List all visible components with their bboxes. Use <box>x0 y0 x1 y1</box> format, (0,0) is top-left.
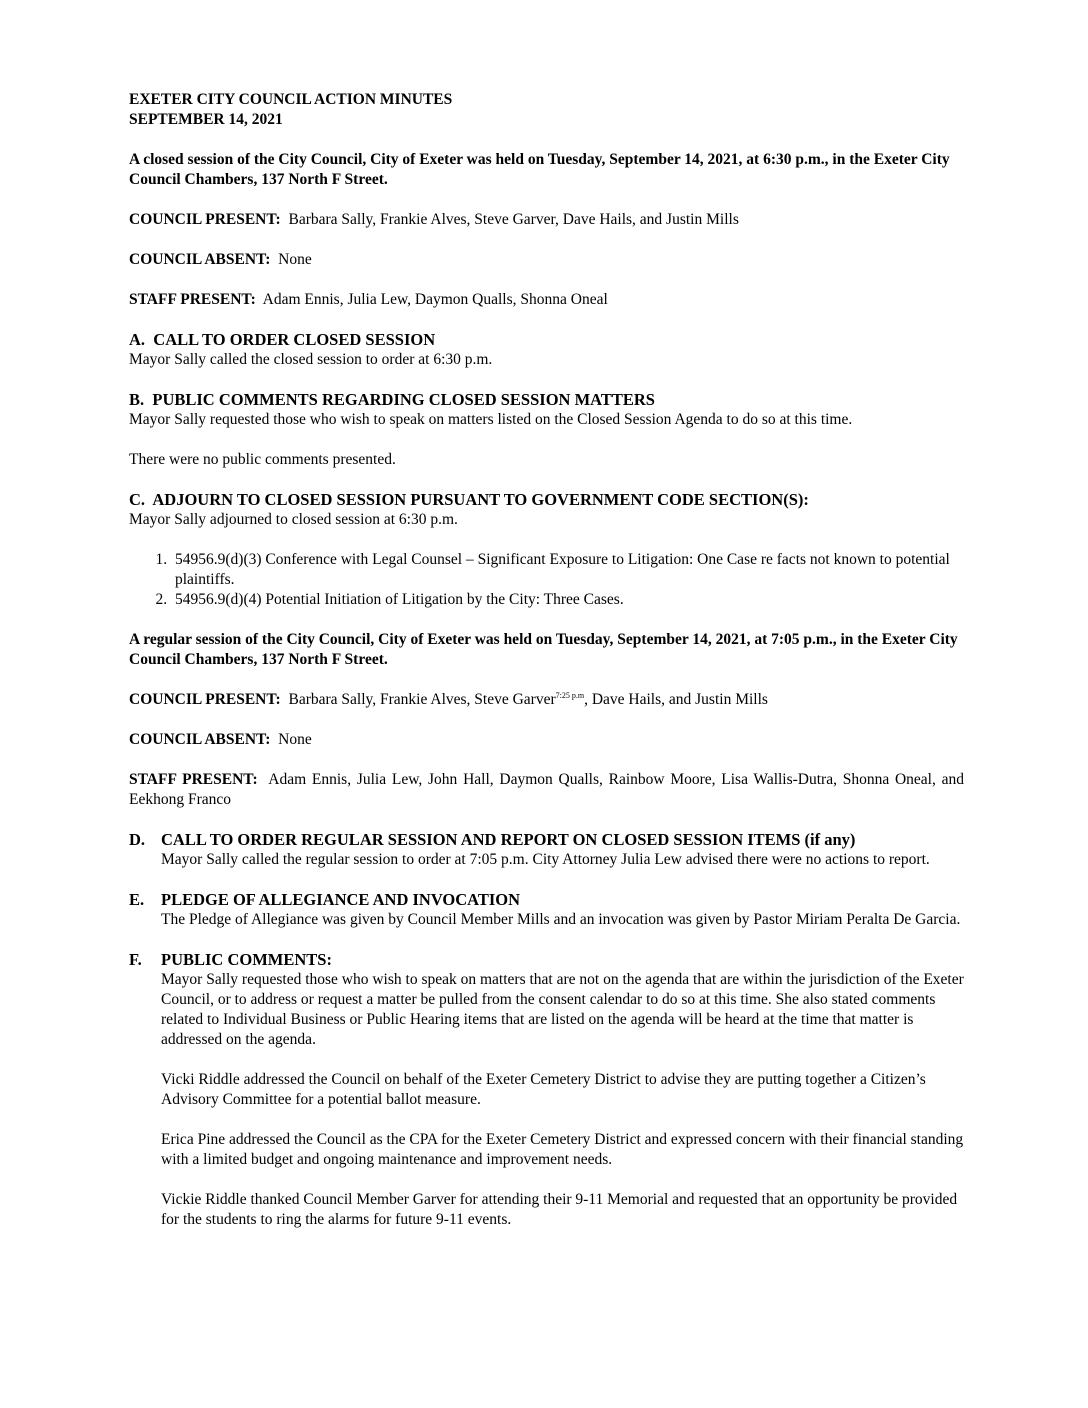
section-b-heading: B. PUBLIC COMMENTS REGARDING CLOSED SESSION MATTERS <box>129 390 655 409</box>
closed-council-absent <box>129 250 964 270</box>
regular-council-present-label: COUNCIL PRESENT: <box>129 691 281 708</box>
regular-council-absent <box>129 730 964 750</box>
section-d <box>129 830 964 870</box>
closed-session-intro: A closed session of the City Council, City of Exeter was held on Tuesday, September 14, 2021, at 6:30 p.m., in the Exeter City Council Chambers, 137 North F Street. <box>129 151 950 188</box>
closed-staff-present-label: STAFF PRESENT: <box>129 291 256 308</box>
regular-staff-present-names: Adam Ennis, Julia Lew, John Hall, Daymon Qualls, Rainbow Moore, Lisa Wallis-Dutra, Shonna Oneal, and Eekhong Franco <box>129 771 964 808</box>
closed-council-present-names: Barbara Sally, Frankie Alves, Steve Garver, Dave Hails, and Justin Mills <box>288 211 739 228</box>
section-e-heading <box>129 890 964 910</box>
closed-council-absent-label: COUNCIL ABSENT: <box>129 251 271 268</box>
document-title: EXETER CITY COUNCIL ACTION MINUTES <box>129 91 453 108</box>
section-a-heading: A. CALL TO ORDER CLOSED SESSION <box>129 330 436 349</box>
section-c <box>129 490 964 530</box>
regular-staff-present-label: STAFF PRESENT: <box>129 771 258 788</box>
section-d-heading <box>129 830 964 850</box>
regular-council-present <box>129 690 964 710</box>
closed-session-items <box>129 550 964 610</box>
regular-council-present-names-a: Barbara Sally, Frankie Alves, Steve Garver <box>288 691 556 708</box>
section-c-heading: C. ADJOURN TO CLOSED SESSION PURSUANT TO GOVERNMENT CODE SECTION(S): <box>129 490 809 509</box>
list-item: 2. 54956.9(d)(4) Potential Initiation of Litigation by the City: Three Cases. <box>171 590 964 610</box>
section-f-paragraph: Vickie Riddle thanked Council Member Garver for attending their 9-11 Memorial and requested that an opportunity be provided for the students to ring the alarms for future 9-11 events. <box>161 1191 958 1228</box>
section-b <box>129 390 964 430</box>
section-f <box>129 950 964 1230</box>
document-header <box>129 90 964 130</box>
section-e-title: PLEDGE OF ALLEGIANCE AND INVOCATION <box>161 890 521 909</box>
regular-council-absent-label: COUNCIL ABSENT: <box>129 731 271 748</box>
closed-staff-present-names: Adam Ennis, Julia Lew, Daymon Qualls, Shonna Oneal <box>262 291 608 308</box>
regular-session-intro: A regular session of the City Council, City of Exeter was held on Tuesday, September 14, 2021, at 7:05 p.m., in the Exeter City Council Chambers, 137 North F Street. <box>129 631 958 668</box>
section-b-text-2: There were no public comments presented. <box>129 451 396 468</box>
regular-council-absent-names: None <box>278 731 312 748</box>
section-f-title: PUBLIC COMMENTS: <box>161 950 332 969</box>
section-b-text: Mayor Sally requested those who wish to speak on matters listed on the Closed Session Agenda to do so at this time. <box>129 411 853 428</box>
section-d-text: Mayor Sally called the regular session to order at 7:05 p.m. City Attorney Julia Lew advised there were no actions to report. <box>161 851 930 868</box>
regular-council-present-names-b: , Dave Hails, and Justin Mills <box>584 691 768 708</box>
section-e-text: The Pledge of Allegiance was given by Council Member Mills and an invocation was given by Pastor Miriam Peralta De Garcia. <box>161 911 961 928</box>
section-d-title: CALL TO ORDER REGULAR SESSION AND REPORT ON CLOSED SESSION ITEMS (if any) <box>161 830 856 849</box>
section-e-letter: E. <box>129 890 145 909</box>
minutes-page <box>129 90 964 1230</box>
section-f-paragraph: Erica Pine addressed the Council as the CPA for the Exeter Cemetery District and expressed concern with their financial standing with a limited budget and ongoing maintenance and improvement needs. <box>161 1131 964 1168</box>
section-a-text: Mayor Sally called the closed session to order at 6:30 p.m. <box>129 351 493 368</box>
closed-council-absent-names: None <box>278 251 312 268</box>
section-f-paragraph: Vicki Riddle addressed the Council on behalf of the Exeter Cemetery District to advise they are putting together a Citizen’s Advisory Committee for a potential ballot measure. <box>161 1071 926 1108</box>
closed-council-present <box>129 210 964 230</box>
document-date: SEPTEMBER 14, 2021 <box>129 111 283 128</box>
section-e <box>129 890 964 930</box>
section-a <box>129 330 964 370</box>
section-d-letter: D. <box>129 830 146 849</box>
garver-arrival-time: 7:25 p.m <box>555 690 585 700</box>
section-c-text: Mayor Sally adjourned to closed session at 6:30 p.m. <box>129 511 458 528</box>
closed-staff-present <box>129 290 964 310</box>
section-f-paragraph: Mayor Sally requested those who wish to speak on matters that are not on the agenda that are within the jurisdiction of the Exeter Council, or to address or request a matter be pulled from the consent calendar to do so at this time. She also stated comments related to Individual Business or Public Hearing items that are listed on the agenda will be heard at the time that matter is addressed on the agenda. <box>161 971 964 1048</box>
section-f-letter: F. <box>129 950 142 969</box>
regular-staff-present <box>129 770 964 810</box>
list-item: 1. 54956.9(d)(3) Conference with Legal Counsel – Significant Exposure to Litigation: One Case re facts not known to potential plaintiffs. <box>171 550 964 590</box>
section-f-heading <box>129 950 964 970</box>
closed-council-present-label: COUNCIL PRESENT: <box>129 211 281 228</box>
